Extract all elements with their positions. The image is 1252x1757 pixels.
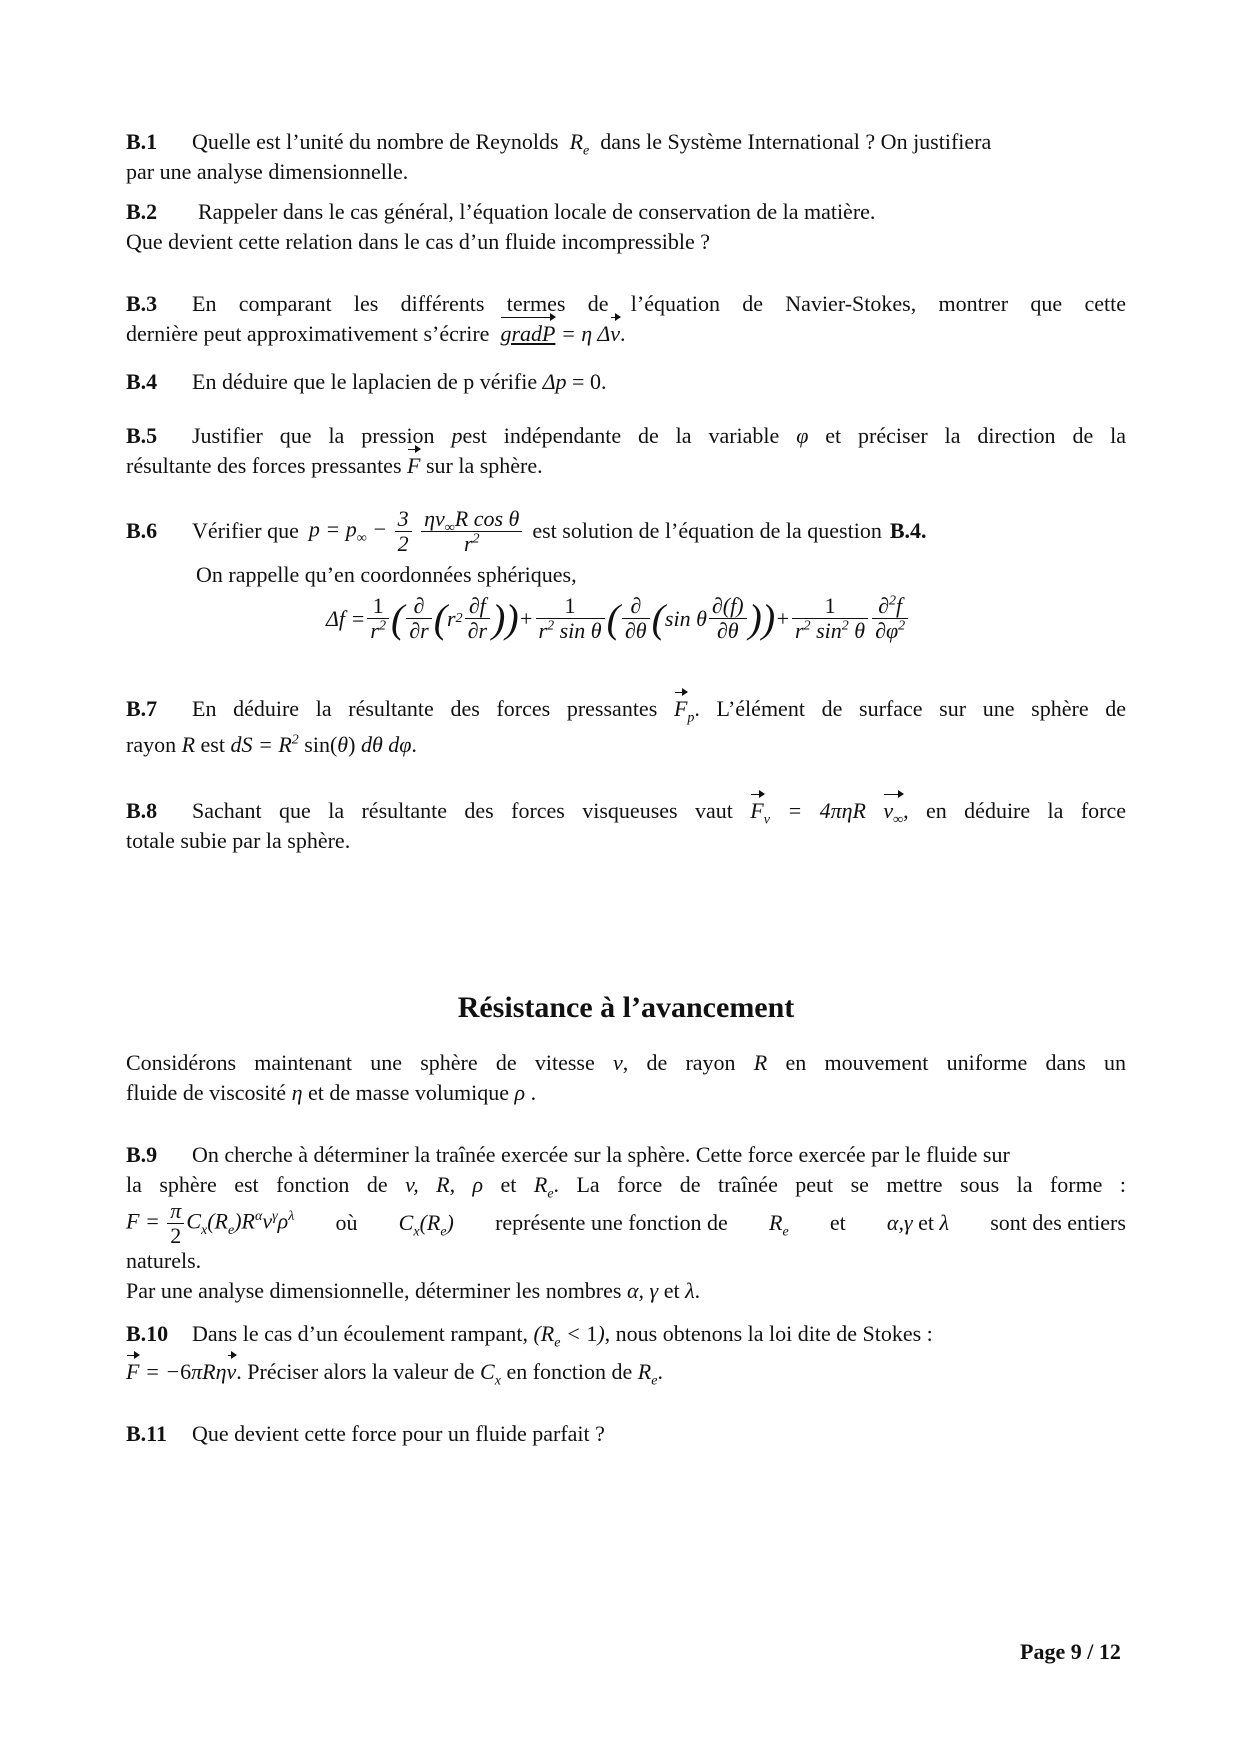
question-text: Vérifier que <box>192 518 299 543</box>
math-cx: $C_x$ <box>480 1359 501 1389</box>
question-b1 <box>126 127 1126 187</box>
question-text: totale subie par la sphère. <box>126 828 351 853</box>
math-spherical-laplacian: Δf = $\frac{1}{r^2}$ ( $\frac{\partial}{\partial r}$ ( r 2 $\frac{\partial f}{\partial r}$ )) + $\frac{1}{r^2 \sin \theta}$ ( $\frac{\partial}{\partial\theta}$ ( sin θ $\frac{\partial(f)}{\partial\theta}$ )) + $\frac{1}{r^2 \sin^2 \theta}$ $\frac{\partial^2f}{\partial\varphi^2}$ <box>326 594 1126 643</box>
math-re: $R_e$ <box>768 1210 789 1240</box>
question-label: B.8 <box>126 798 158 823</box>
question-b9: B.9 On cherche à déterminer la traînée exercée sur la sphère. Cette force exercée par le fluide sur la sphère est fonction de v, R, ρ et $R_e$. La force de traînée peut se mettre sous la forme : F = $\frac{\pi}{2}$ $C_x(R_e)R^\alpha v^\gamma\rho^\lambda$ où $C_x(R_e)$ représente une fonction de $R_e$ et α,γ et λ sont des entiers naturels. Par une analyse dimensionnelle, déterminer les nombres α, γ et λ. <box>126 1142 1127 1303</box>
question-b11 <box>126 1419 1126 1449</box>
math-r: R <box>753 1050 768 1075</box>
question-text: On rappelle qu’en coordonnées sphériques, <box>196 562 577 587</box>
question-text: la sphère est fonction de <box>126 1172 388 1197</box>
question-b5 <box>126 421 1126 481</box>
question-label: B.11 <box>126 1421 167 1446</box>
question-b4: B.4 En déduire que le laplacien de p vérifie Δp = 0. <box>126 367 1126 397</box>
question-text: Que devient cette relation dans le cas d’un fluide incompressible ? <box>126 229 711 254</box>
math-p: p <box>451 423 463 448</box>
math-stokes-law: F = −6πRηv <box>126 1359 236 1384</box>
question-b8 <box>126 796 1126 856</box>
question-text: En comparant les différents termes de l’équation de Navier-Stokes, montrer que cette <box>192 291 1126 316</box>
question-b6 <box>126 505 1126 643</box>
question-text: Que devient cette force pour un fluide parfait ? <box>192 1421 605 1446</box>
question-text: , en déduire la force <box>903 798 1127 823</box>
math-vector-f: F <box>407 451 420 481</box>
question-text: rayon <box>126 732 177 757</box>
intro-text: , de rayon <box>622 1050 736 1075</box>
question-text: Dans le cas d’un écoulement rampant, <box>192 1321 528 1346</box>
intro-text: Considérons maintenant une sphère de vitesse <box>126 1050 595 1075</box>
math-navier-stokes-approx: gradP = η Δv <box>495 321 620 346</box>
question-text: . La force de traînée peut se mettre sous la forme : <box>553 1172 1127 1197</box>
question-text: est solution de l’équation de la question <box>532 518 882 543</box>
question-text: On cherche à déterminer la traînée exercée sur la sphère. Cette force exercée par le fluide sur <box>192 1142 1010 1167</box>
question-text: sont des entiers <box>990 1210 1126 1235</box>
question-label: B.7 <box>126 696 158 721</box>
section-intro: Considérons maintenant une sphère de vitesse v, de rayon R en mouvement uniforme dans un fluide de viscosité η et de masse volumique ρ . <box>126 1050 1127 1105</box>
math-re-condition: $(R_e < 1)$ <box>533 1321 605 1351</box>
math-cx-re: $C_x(R_e)$ <box>398 1210 454 1240</box>
question-label: B.10 <box>126 1321 169 1346</box>
question-label: B.1 <box>126 129 158 154</box>
math-exponents: α,γ et λ <box>886 1210 950 1235</box>
question-text: , nous obtenons la loi dite de Stokes : <box>604 1321 933 1346</box>
question-text: sur la sphère. <box>425 453 543 478</box>
question-text: est indépendante de la variable <box>462 423 780 448</box>
intro-text: fluide de viscosité <box>126 1080 287 1105</box>
section-heading: Résistance à l’avancement <box>457 991 795 1024</box>
question-text: résultante des forces pressantes <box>126 453 402 478</box>
math-rho: ρ <box>514 1080 526 1105</box>
math-exponents: α, γ et λ <box>626 1278 695 1303</box>
question-text: Quelle est l’unité du nombre de Reynolds <box>192 129 559 154</box>
math-viscous-force: $F_v = 4\pi\eta R$ $v_\infty$ <box>750 798 904 828</box>
page-number: Page 9 / 12 <box>1020 1639 1121 1664</box>
question-label: B.3 <box>126 291 158 316</box>
question-text: Rappeler dans le cas général, l’équation locale de conservation de la matière. <box>198 199 876 224</box>
math-eta: η <box>291 1080 303 1105</box>
question-text: naturels. <box>126 1248 202 1273</box>
question-label: B.4 <box>126 369 158 394</box>
intro-text: et de masse volumique <box>308 1080 510 1105</box>
math-surface-element: dS = $R^2$ sin(θ) dθ dφ <box>230 732 412 757</box>
question-text: Par une analyse dimensionnelle, déterminer les nombres <box>126 1278 622 1303</box>
math-v: v <box>612 1050 623 1075</box>
question-b3: B.3 En comparant les différents termes de l’équation de Navier-Stokes, montrer que cette dernière peut approximativement s’écrire gradP = η Δv. <box>126 289 1126 349</box>
question-text: . L’élément de surface sur une sphère de <box>694 696 1127 721</box>
math-vector-fp: $F_p$ <box>673 696 695 726</box>
question-text: En déduire la résultante des forces pressantes <box>192 696 658 721</box>
math-laplacian-p: Δp <box>542 369 567 394</box>
math-re: $R_e$ <box>637 1359 658 1389</box>
question-text: et <box>829 1210 846 1235</box>
math-r: R <box>181 732 196 757</box>
question-label: B.2 <box>126 199 158 224</box>
question-text: où <box>335 1210 358 1235</box>
question-label: B.5 <box>126 423 158 448</box>
question-b10: B.10 Dans le cas d’un écoulement rampant, $(R_e < 1)$, nous obtenons la loi dite de Stokes : F = −6πRηv. Préciser alors la valeur de $C_x$ en fonction de $R_e$. <box>126 1321 933 1389</box>
math-variables: v, R, ρ et $R_e$ <box>405 1172 554 1202</box>
question-text: et préciser la direction de la <box>825 423 1126 448</box>
question-text: par une analyse dimensionnelle. <box>126 159 409 184</box>
question-reference: B.4. <box>889 518 927 543</box>
math-drag-formula: F = $\frac{\pi}{2}$ $C_x(R_e)R^\alpha v^\gamma\rho^\lambda$ <box>126 1197 295 1248</box>
question-text: dernière peut approximativement s’écrire <box>126 321 490 346</box>
question-text: . Préciser alors la valeur de <box>236 1359 475 1384</box>
question-text: est <box>200 732 225 757</box>
question-b7: B.7 En déduire la résultante des forces pressantes $F_p$. L’élément de surface sur une sphère de rayon R est dS = $R^2$ sin(θ) dθ dφ. <box>126 696 1127 757</box>
question-text: Justifier que la pression <box>192 423 435 448</box>
question-text: représente une fonction de <box>495 1210 728 1235</box>
math-phi: φ <box>796 423 809 448</box>
question-label: B.6 <box>126 518 158 543</box>
question-label: B.9 <box>126 1142 158 1167</box>
question-text: dans le Système International ? On justifiera <box>600 129 992 154</box>
question-text: en fonction de <box>506 1359 633 1384</box>
question-text: En déduire que le laplacien de p vérifie <box>192 369 538 394</box>
question-b2 <box>126 197 1126 257</box>
intro-text: en mouvement uniforme dans un <box>785 1050 1127 1075</box>
question-text: Sachant que la résultante des forces visqueuses vaut <box>192 798 733 823</box>
math-reynolds: $R_e$ <box>564 129 590 159</box>
math-pressure-formula: $p = p_\infty$ − $\frac{3}{2}$ $\frac{\eta v_\infty R \cos \theta}{r^2}$ <box>309 507 524 556</box>
